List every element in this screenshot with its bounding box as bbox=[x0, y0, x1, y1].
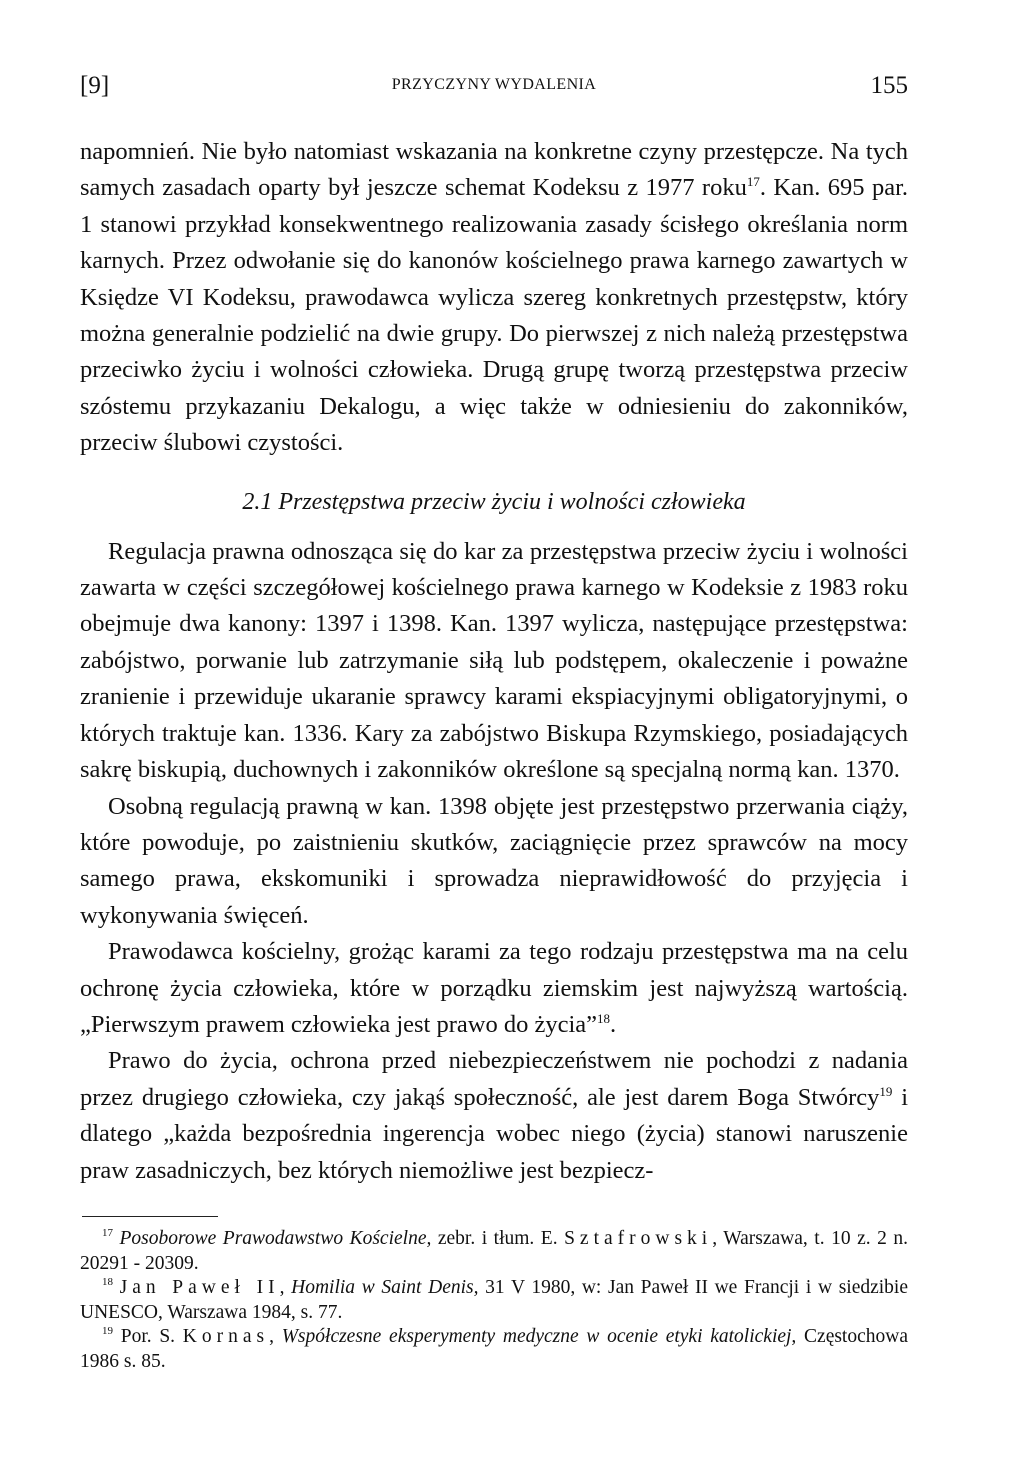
paragraph-5-text-a: Prawo do życia, ochrona przed niebezpieczeństwem nie pochodzi z nadania przez drugiego człowieka, czy jakąś społeczność, ale jest darem Boga Stwórcy bbox=[80, 1047, 908, 1111]
footnote-title: Homilia w Saint Denis, bbox=[291, 1277, 479, 1298]
footnote-number: 17 bbox=[102, 1227, 113, 1239]
page-body bbox=[80, 134, 908, 1189]
paragraph-4-text-a: Prawodawca kościelny, grożąc karami za tego rodzaju przestępstwa ma na celu ochronę życia człowieka, które w porządku ziemskim jest najwyższą wartością. „Pierwszym prawem człowieka jest prawo do życia” bbox=[80, 938, 908, 1038]
paragraph-5 bbox=[80, 1043, 908, 1189]
footnote-title: Posoborowe Prawodawstwo Kościelne, bbox=[119, 1228, 432, 1249]
footnote-text: 31 V 1980, w: Jan Paweł II we Francji i w siedzibie UNESCO, Warszawa 1984, s. 77. bbox=[80, 1277, 908, 1323]
footnote-text: , bbox=[279, 1277, 292, 1298]
footnote-title: Współczesne eksperymenty medyczne w ocenie etyki katolickiej, bbox=[281, 1326, 797, 1347]
page-header bbox=[80, 72, 908, 106]
paragraph-2: Regulacja prawna odnosząca się do kar za przestępstwa przeciw życiu i wolności zawarta w części szczegółowej kościelnego prawa karnego w Kodeksie z 1983 roku obejmuje dwa kanony: 1397 i 1398. Kan. 1397 wylicza, następujące przestępstwa: zabójstwo, porwanie lub zatrzymanie siłą lub podstępem, okaleczenie i poważne zranienie i przewiduje ukaranie sprawcy karami ekspiacyjnymi obligatoryjnymi, o których traktuje kan. 1336. Kary za zabójstwo Biskupa Rzymskiego, posiadających sakrę biskupią, duchownych i zakonników określone są specjalną normą kan. 1370. bbox=[80, 537, 908, 784]
paragraph-5-text-b: i dlatego „każda bezpośrednia ingerencja wobec niego (życia) stanowi naruszenie praw zasadniczych, bez których niemożliwe jest bezpiecz- bbox=[80, 1083, 908, 1184]
footnote-17 bbox=[80, 1227, 908, 1276]
section-ref: [9] bbox=[80, 72, 110, 99]
footnotes bbox=[80, 1227, 908, 1374]
running-title: PRZYCZYNY WYDALENIA bbox=[391, 76, 597, 93]
footnote-separator bbox=[82, 1216, 218, 1217]
footnote-ref-19: 19 bbox=[879, 1083, 893, 1099]
footnote-text: , bbox=[269, 1326, 282, 1347]
paragraph-1-text-a: napomnień. Nie było natomiast wskazania na konkretne czyny przestępcze. Na tych samych zasadach oparty był jeszcze schemat Kodeksu z 1977 roku bbox=[80, 138, 908, 202]
footnote-author: Kornas bbox=[182, 1326, 270, 1347]
footnote-text: Częstochowa 1986 s. 85. bbox=[80, 1326, 908, 1372]
footnote-ref-18: 18 bbox=[597, 1010, 611, 1026]
footnote-author: Jan Paweł II bbox=[119, 1277, 280, 1298]
paragraph-3: Osobną regulacją prawną w kan. 1398 objęte jest przestępstwo przerwania ciąży, które powoduje, po zaistnieniu skutków, zaciągnięcie przez sprawców na mocy samego prawa, ekskomuniki i sprowadza nieprawidłowość do przyjęcia i wykonywania święceń. bbox=[80, 792, 908, 929]
footnote-text: , Warszawa, t. 10 z. 2 n. 20291 - 20309. bbox=[80, 1228, 908, 1274]
footnote-text: Por. S. bbox=[120, 1326, 183, 1347]
footnote-number: 19 bbox=[102, 1325, 113, 1337]
paragraph-4 bbox=[80, 934, 908, 1043]
footnote-text: zebr. i tłum. E. bbox=[431, 1228, 565, 1249]
footnote-18 bbox=[80, 1276, 908, 1325]
footnote-19 bbox=[80, 1325, 908, 1374]
footnote-number: 18 bbox=[102, 1276, 113, 1288]
footnote-author: Sztafrowski bbox=[564, 1228, 713, 1249]
paragraph-4-text-b: . bbox=[610, 1010, 617, 1038]
paragraph-1-text-b: . Kan. 695 par. 1 stanowi przykład konsekwentnego realizowania zasady ścisłego określania norm karnych. Przez odwołanie się do kanonów kościelnego prawa karnego zawartych w Księdze VI Kodeksu, prawodawca wylicza szereg konkretnych przestępstw, który można generalnie podzielić na dwie grupy. Do pierwszej z nich należą przestępstwa przeciwko życiu i wolności człowieka. Drugą grupę tworzą przestępstwa przeciw szóstemu przykazaniu Dekalogu, a więc także w odniesieniu do zakonników, przeciw ślubowi czystości. bbox=[80, 174, 908, 457]
footnote-ref-17: 17 bbox=[746, 174, 760, 190]
page-number: 155 bbox=[870, 72, 908, 99]
section-heading: 2.1 Przestępstwa przeciw życiu i wolności człowieka bbox=[242, 488, 746, 515]
paragraph-1 bbox=[80, 134, 908, 462]
